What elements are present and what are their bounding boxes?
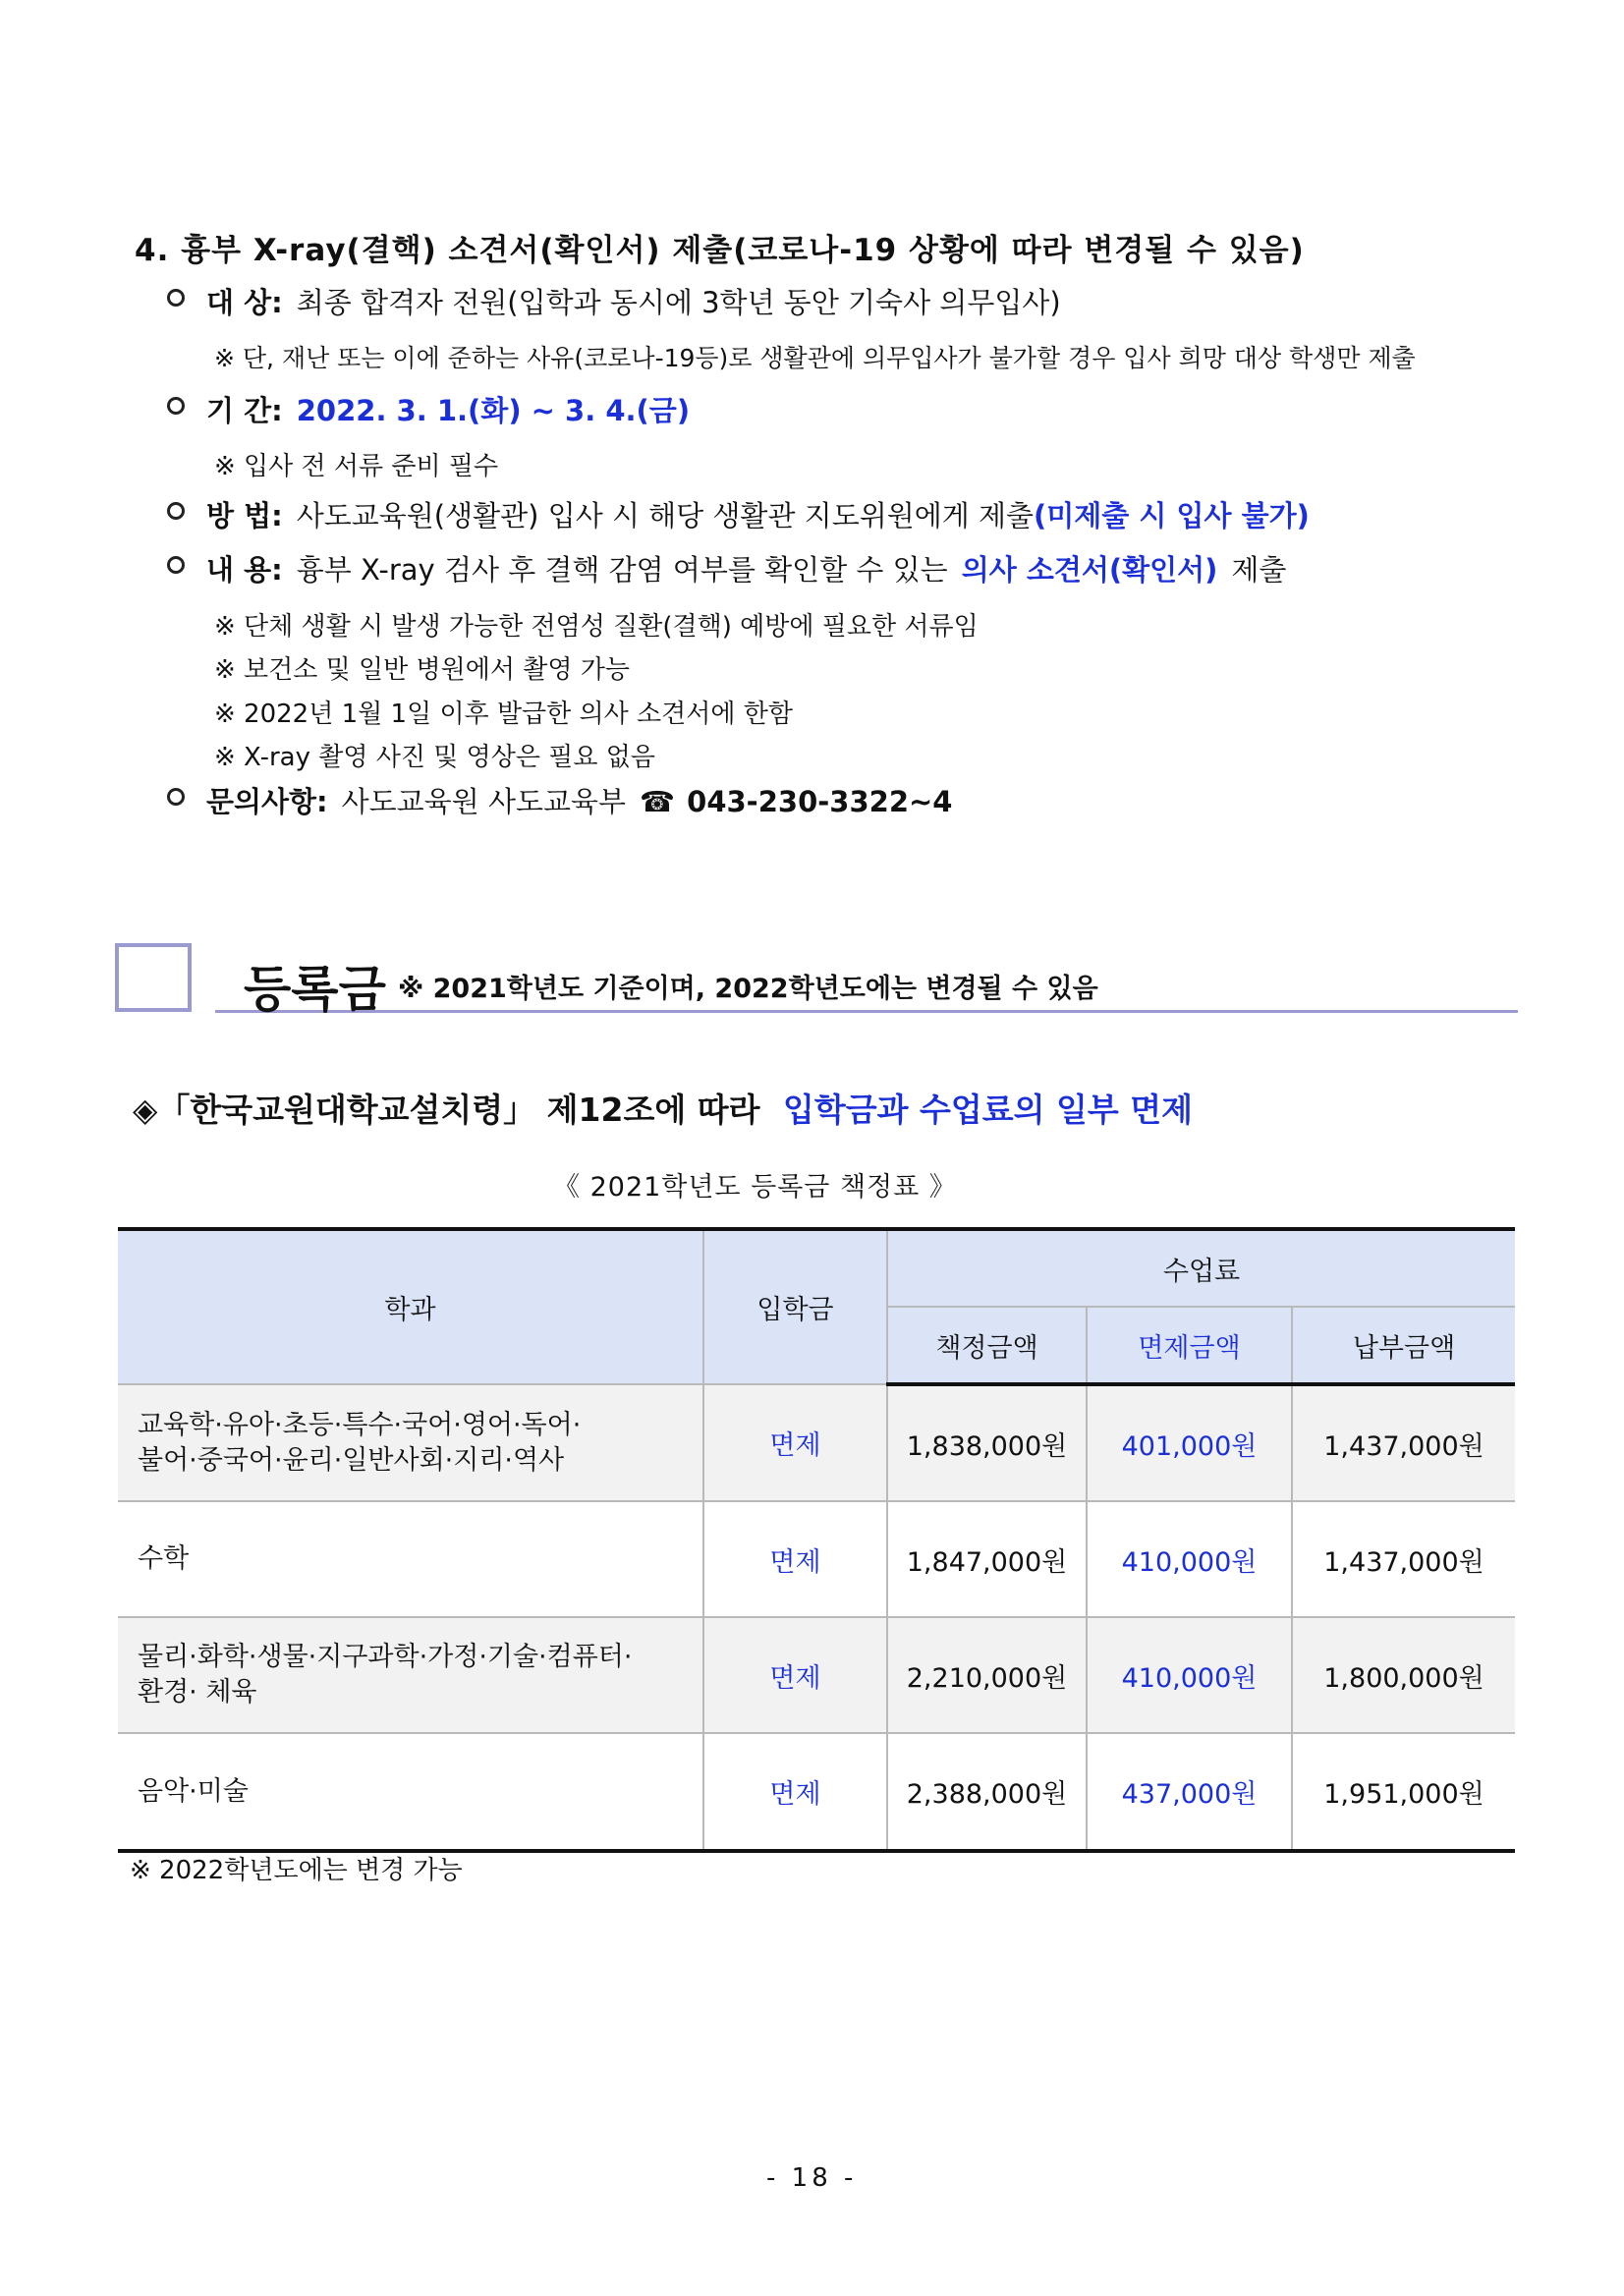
dept-cell [118,1501,703,1617]
content-tail: 제출 [1231,553,1287,587]
pay-amount-cell: 1,437,000원 [1292,1384,1515,1501]
circle-bullet-icon [167,556,185,574]
dept-line: 환경· 체육 [138,1677,257,1708]
fee-subheading [133,1085,1193,1131]
circle-bullet-icon [167,788,185,806]
content-emphasis: 의사 소견서(확인서) [961,553,1218,587]
admission-cell: 면제 [703,1501,887,1617]
set-amount-cell: 2,388,000원 [887,1733,1087,1851]
subhead-emphasis: 입학금과 수업료의 일부 면제 [782,1091,1193,1129]
content-note: ※ X-ray 촬영 사진 및 영상은 필요 없음 [214,743,655,772]
content-note: ※ 보건소 및 일반 병원에서 촬영 가능 [214,655,630,685]
table-row [118,1733,1515,1851]
period-note: ※ 입사 전 서류 준비 필수 [214,452,499,481]
section-underline [215,1010,1518,1013]
fee-section-note: ※ 2021학년도 기준이며, 2022학년도에는 변경될 수 있음 [398,974,1098,1004]
table-footnote: ※ 2022학년도에는 변경 가능 [130,1856,463,1885]
header-admission: 입학금 [703,1229,887,1384]
admission-cell: 면제 [703,1617,887,1733]
table-row [118,1501,1515,1617]
header-set-amount: 책정금액 [887,1307,1087,1384]
table-caption: 《 2021학년도 등록금 책정표 》 [553,1172,957,1203]
content-item [167,548,1286,588]
section-heading: 4. 흉부 X-ray(결핵) 소견서(확인서) 제출(코로나-19 상황에 따라 변경될 수 있음) [135,233,1305,268]
circle-bullet-icon [167,289,185,307]
contact-label: 문의사항: [206,785,328,818]
contact-item [167,780,952,820]
admission-cell: 면제 [703,1733,887,1851]
period-item [167,389,690,429]
pay-amount-cell: 1,800,000원 [1292,1617,1515,1733]
table-row [118,1384,1515,1501]
exempt-amount-cell: 437,000원 [1087,1733,1292,1851]
method-item [167,494,1310,534]
section-marker-box [115,943,192,1012]
content-label: 내 용: [206,553,283,587]
target-item [167,281,1061,321]
method-emphasis: (미제출 시 입사 불가) [1034,499,1310,532]
header-pay-amount: 납부금액 [1292,1307,1515,1384]
dept-line: 물리·화학·생물·지구과학·가정·기술·컴퓨터· [138,1642,633,1672]
page-number: - 18 - [766,2163,858,2193]
method-label: 방 법: [206,499,283,532]
header-dept: 학과 [118,1229,703,1384]
contact-phone: 043-230-3322~4 [687,785,953,818]
period-text: 2022. 3. 1.(화) ~ 3. 4.(금) [296,394,691,427]
pay-amount-cell: 1,951,000원 [1292,1733,1515,1851]
content-text: 흉부 X-ray 검사 후 결핵 감염 여부를 확인할 수 있는 [296,553,948,587]
dept-cell [118,1733,703,1851]
exempt-amount-cell: 401,000원 [1087,1384,1292,1501]
table-row [118,1617,1515,1733]
header-exempt-amount: 면제금액 [1087,1307,1292,1384]
dept-cell [118,1617,703,1733]
method-text: 사도교육원(생활관) 입사 시 해당 생활관 지도위원에게 제출 [296,499,1035,532]
content-note: ※ 2022년 1월 1일 이후 발급한 의사 소견서에 한함 [214,700,794,729]
header-tuition: 수업료 [887,1229,1515,1307]
target-note: ※ 단, 재난 또는 이에 준하는 사유(코로나-19등)로 생활관에 의무입사가 불가할 경우 입사 희망 대상 학생만 제출 [214,344,1416,372]
target-label: 대 상: [206,286,283,319]
period-label: 기 간: [206,394,283,427]
exempt-amount-cell: 410,000원 [1087,1617,1292,1733]
admission-cell: 면제 [703,1384,887,1501]
subhead-prefix: ◈「한국교원대학교설치령」 제12조에 따라 [133,1091,760,1129]
phone-icon: ☎ [640,785,676,818]
content-note: ※ 단체 생활 시 발생 가능한 전염성 질환(결핵) 예방에 필요한 서류임 [214,612,979,642]
dept-line: 불어·중국어·윤리·일반사회·지리·역사 [138,1444,565,1476]
set-amount-cell: 1,847,000원 [887,1501,1087,1617]
pay-amount-cell: 1,437,000원 [1292,1501,1515,1617]
dept-line: 음악·미술 [138,1775,249,1807]
circle-bullet-icon [167,502,185,520]
fee-table [118,1227,1515,1853]
fee-section-title: 등록금 [244,961,386,1018]
set-amount-cell: 2,210,000원 [887,1617,1087,1733]
dept-cell [118,1384,703,1501]
set-amount-cell: 1,838,000원 [887,1384,1087,1501]
exempt-amount-cell: 410,000원 [1087,1501,1292,1617]
contact-text: 사도교육원 사도교육부 [341,785,627,818]
dept-line: 교육학·유아·초등·특수·국어·영어·독어· [138,1409,582,1440]
circle-bullet-icon [167,397,185,415]
target-text: 최종 합격자 전원(입학과 동시에 3학년 동안 기숙사 의무입사) [296,286,1061,319]
dept-line: 수학 [138,1543,190,1574]
